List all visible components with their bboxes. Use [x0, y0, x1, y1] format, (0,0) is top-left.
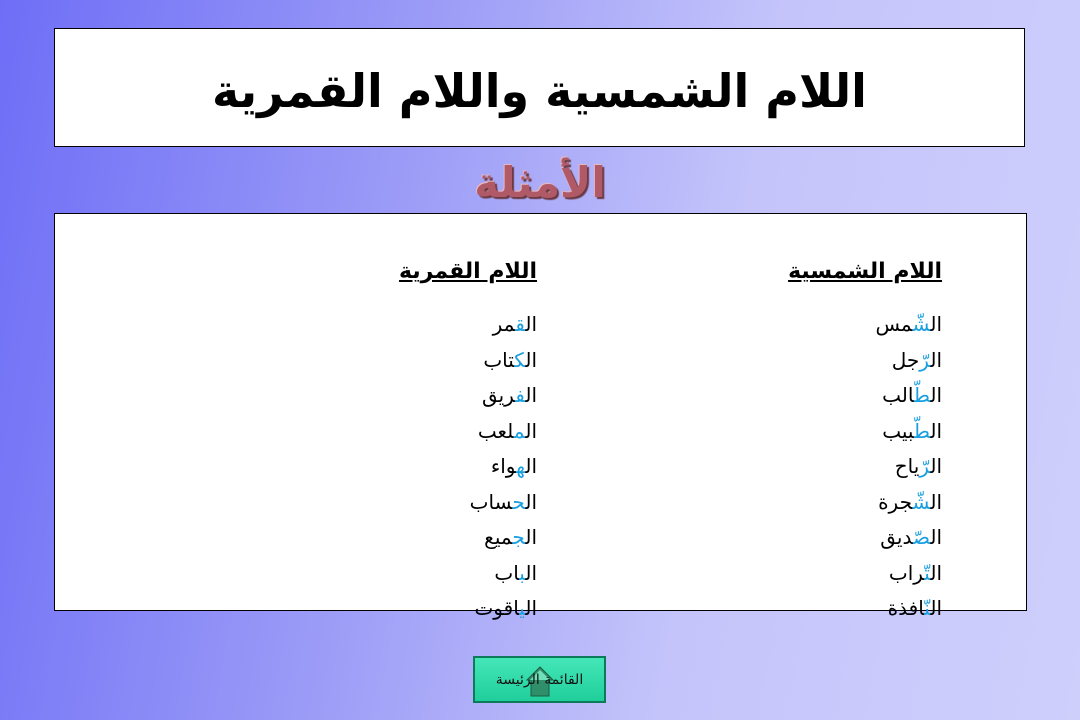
shamsiya-word: [788, 414, 942, 450]
word-first-letter: شّ: [912, 489, 931, 514]
home-menu-label: القائمة الرئيسة: [495, 672, 584, 688]
word-rest: ميع: [484, 525, 513, 549]
word-rest: اب: [494, 560, 520, 585]
qamariya-word: [399, 520, 537, 556]
shamsiya-word: [788, 343, 942, 379]
word-article: ال: [930, 454, 942, 478]
shamsiya-word: [788, 378, 942, 414]
word-first-letter: م: [513, 418, 526, 443]
word-article: ال: [930, 312, 942, 336]
word-first-letter: شّ: [912, 312, 931, 336]
qamariya-column-header: اللام القمرية: [399, 259, 537, 284]
shamsiya-word-list: [788, 307, 942, 627]
word-article: ال: [930, 383, 942, 407]
word-rest: بيب: [882, 418, 914, 443]
word-rest: اقوت: [474, 596, 520, 620]
word-rest: ياح: [894, 454, 920, 478]
shamsiya-word: [788, 307, 942, 343]
word-rest: جل: [891, 347, 920, 372]
examples-heading: الأمثلة: [474, 158, 606, 207]
shamsiya-column-header: اللام الشمسية: [788, 259, 942, 284]
word-article: ال: [525, 596, 537, 620]
word-article: ال: [930, 347, 942, 372]
word-article: ال: [525, 383, 537, 407]
word-rest: جرة: [878, 489, 913, 514]
word-rest: مر: [492, 312, 516, 336]
word-rest: واء: [490, 454, 517, 478]
home-menu-button[interactable]: [473, 656, 606, 703]
word-article: ال: [525, 454, 537, 478]
qamariya-word-list: [399, 307, 537, 627]
word-rest: ساب: [469, 489, 513, 514]
word-first-letter: رّ: [919, 347, 931, 372]
word-first-letter: ي: [519, 596, 526, 620]
qamariya-word: [399, 485, 537, 521]
qamariya-word: [399, 556, 537, 592]
word-article: ال: [525, 489, 537, 514]
word-first-letter: ح: [512, 489, 526, 514]
word-first-letter: طّ: [913, 383, 931, 407]
qamariya-word: [399, 307, 537, 343]
word-first-letter: رّ: [919, 454, 931, 478]
shamsiya-column: [788, 257, 942, 627]
word-rest: ريق: [481, 383, 516, 407]
qamariya-word: [399, 343, 537, 379]
qamariya-word: [399, 591, 537, 627]
shamsiya-word: [788, 449, 942, 485]
word-first-letter: صّ: [913, 525, 931, 549]
word-article: ال: [930, 489, 942, 514]
word-rest: لعب: [477, 418, 514, 443]
shamsiya-word: [788, 485, 942, 521]
word-first-letter: ق: [515, 312, 526, 336]
word-first-letter: طّ: [913, 418, 931, 443]
word-article: ال: [930, 560, 942, 585]
word-first-letter: نّ: [924, 596, 931, 620]
word-rest: تاب: [483, 347, 515, 372]
word-article: ال: [930, 596, 942, 620]
qamariya-word: [399, 414, 537, 450]
word-rest: مس: [875, 312, 913, 336]
shamsiya-word: [788, 591, 942, 627]
word-article: ال: [525, 560, 537, 585]
word-first-letter: ج: [512, 525, 526, 549]
word-first-letter: ك: [514, 347, 526, 372]
word-article: ال: [525, 312, 537, 336]
shamsiya-word: [788, 556, 942, 592]
word-rest: ديق: [880, 525, 913, 549]
word-article: ال: [525, 418, 537, 443]
qamariya-word: [399, 378, 537, 414]
qamariya-word: [399, 449, 537, 485]
word-first-letter: ف: [515, 383, 526, 407]
word-first-letter: تّ: [924, 560, 931, 585]
word-rest: افذة: [887, 596, 925, 620]
word-article: ال: [930, 525, 942, 549]
page-title: اللام الشمسية واللام القمرية: [212, 64, 867, 118]
word-first-letter: ه: [516, 454, 526, 478]
word-article: ال: [525, 347, 537, 372]
title-box: [54, 28, 1025, 147]
word-first-letter: ب: [519, 560, 526, 585]
word-rest: الب: [882, 383, 914, 407]
shamsiya-word: [788, 520, 942, 556]
word-rest: راب: [888, 560, 925, 585]
word-article: ال: [930, 418, 942, 443]
qamariya-column: [399, 257, 537, 627]
word-article: ال: [525, 525, 537, 549]
